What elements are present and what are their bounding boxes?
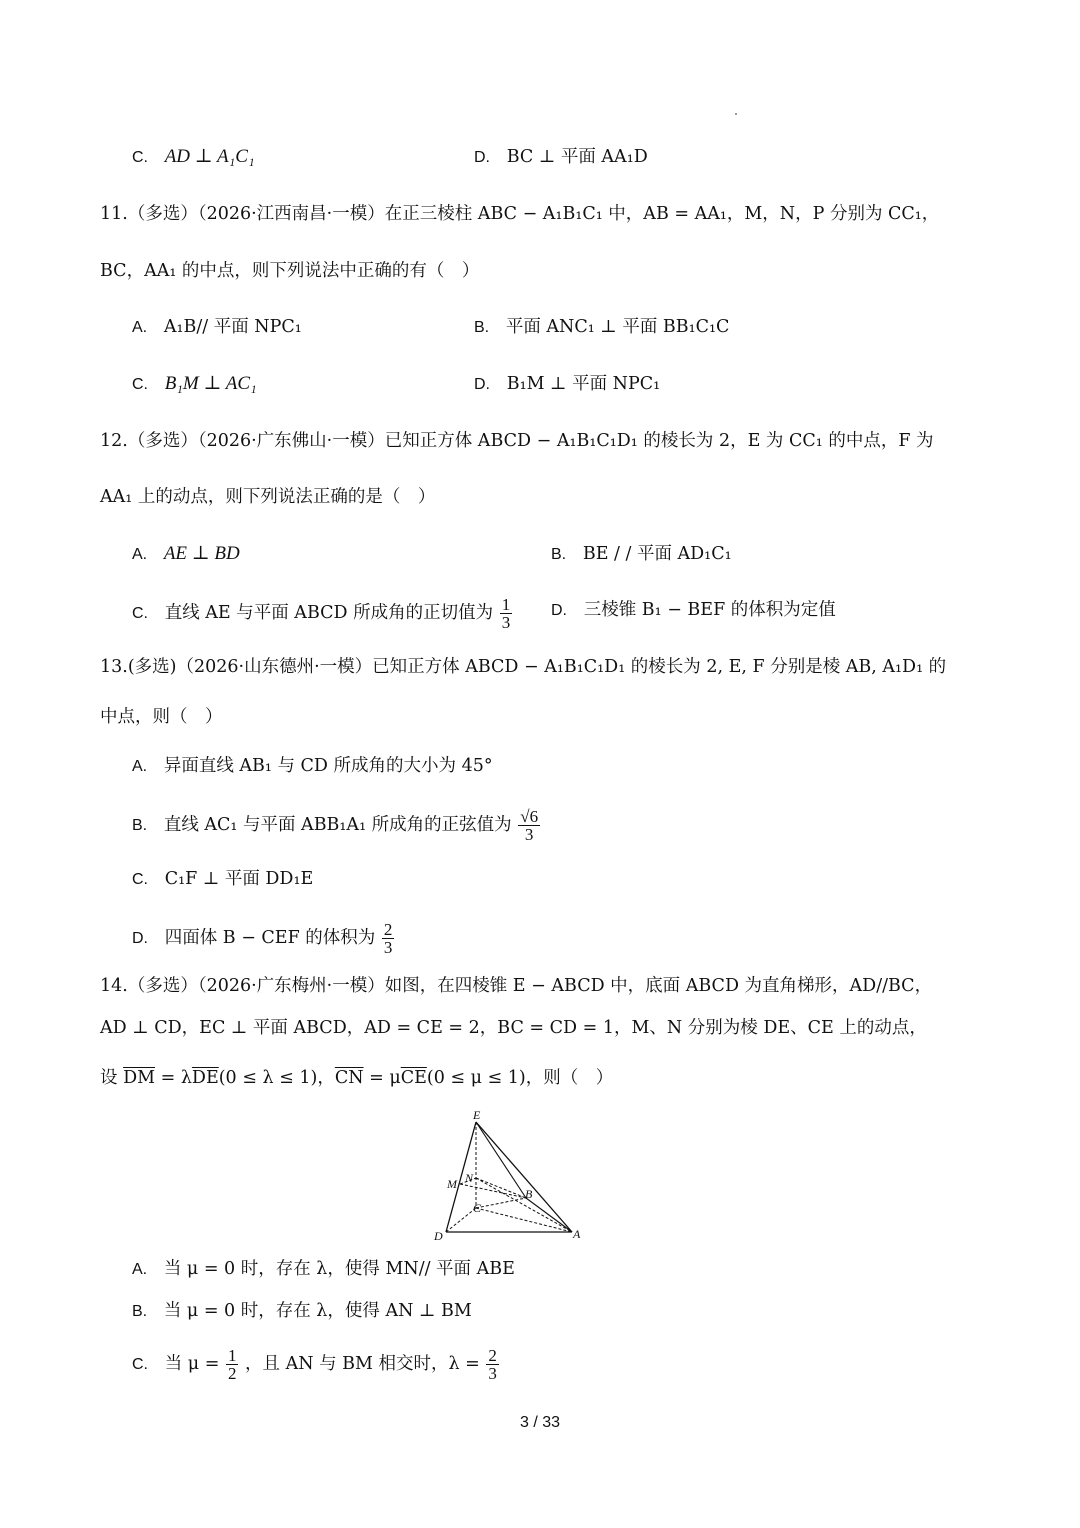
scan-dot: [735, 113, 737, 115]
q12-stem-line1: 12.（多选）（2026·广东佛山·一模）已知正方体 ABCD − A₁B₁C₁D₁ 的棱长为 2，E 为 CC₁ 的中点，F 为: [100, 431, 934, 451]
edge-DC: [446, 1208, 476, 1232]
fraction: $\frac{2}{3}$: [488, 1346, 497, 1383]
edge-CA: [476, 1208, 572, 1232]
q12-stem-line2: AA₁ 上的动点，则下列说法正确的是（ ）: [100, 487, 436, 507]
fraction: $\frac{2}{3}$: [383, 920, 393, 957]
fraction: $\frac{√6}{3}$: [520, 807, 539, 844]
q12-option-a: A. AE ⊥ BD: [132, 543, 240, 564]
pyramid-figure: [430, 1108, 590, 1244]
q13-option-d: D. 四面体 B − CEF 的体积为 $\frac{2}{3}$: [132, 920, 393, 957]
edge-MB: [460, 1184, 526, 1198]
q12-option-d: D. 三棱锥 B₁ − BEF 的体积为定值: [551, 600, 836, 620]
page-number: 3 / 33: [519, 1414, 561, 1431]
label-E: E: [473, 1108, 481, 1122]
label-A: A: [573, 1227, 581, 1241]
q12-option-b: B. BE / / 平面 AD₁C₁: [551, 544, 732, 564]
q14-option-a: A. 当 μ = 0 时，存在 λ，使得 MN// 平面 ABE: [132, 1259, 515, 1279]
q13-stem-line2: 中点，则（ ）: [100, 707, 223, 727]
q11-option-b: B. 平面 ANC₁ ⊥ 平面 BB₁C₁C: [474, 317, 730, 337]
edge-NB: [476, 1178, 526, 1198]
q14-stem-line3: 设 $\overline{DM} = \lambda\overline{DE}(0 \le \lambda \le 1)$，$\overline{CN} = \mu\overline{CE}(0 \le \mu \le 1)$，则（ ）: [100, 1068, 614, 1088]
q10-option-c: C. AD ⊥ A₁C₁: [132, 146, 255, 167]
q14-option-c: C. 当 μ = $\frac{1}{2}$ ，且 AN 与 BM 相交时，λ = $\frac{2}{3}$: [132, 1346, 497, 1383]
q14-option-b: B. 当 μ = 0 时，存在 λ，使得 AN ⊥ BM: [132, 1301, 472, 1321]
q11-option-d: D. B₁M ⊥ 平面 NPC₁: [474, 374, 661, 394]
edge-NA: [476, 1178, 572, 1232]
label-C: C: [473, 1201, 482, 1215]
label-M: M: [447, 1177, 457, 1191]
q10-option-d: D. BC ⊥ 平面 AA₁D: [474, 147, 648, 167]
q14-stem-line2: AD ⊥ CD，EC ⊥ 平面 ABCD，AD = CE = 2，BC = CD = 1，M、N 分别为棱 DE、CE 上的动点，: [100, 1018, 927, 1038]
q11-option-a: A. A₁B// 平面 NPC₁: [132, 317, 302, 337]
fraction: $\frac{1}{2}$: [227, 1346, 237, 1383]
label-N: N: [465, 1171, 474, 1185]
q13-option-c: C. C₁F ⊥ 平面 DD₁E: [132, 869, 314, 889]
edge-BA: [526, 1198, 572, 1232]
q13-option-a: A. 异面直线 AB₁ 与 CD 所成角的大小为 45°: [132, 756, 493, 776]
q13-stem-line1: 13.(多选)（2026·山东德州·一模）已知正方体 ABCD − A₁B₁C₁D₁ 的棱长为 2, E, F 分别是棱 AB, A₁D₁ 的: [100, 657, 947, 677]
q14-stem-line1: 14.（多选）（2026·广东梅州·一模）如图，在四棱锥 E − ABCD 中，底面 ABCD 为直角梯形，AD//BC，: [100, 976, 933, 996]
label-B: B: [525, 1187, 533, 1201]
fraction: $\frac{1}{3}$: [501, 595, 511, 632]
edge-EB: [476, 1122, 526, 1198]
label-D: D: [434, 1229, 443, 1243]
edge-EA: [476, 1122, 572, 1232]
q11-stem-line2: BC，AA₁ 的中点，则下列说法中正确的有（ ）: [100, 261, 480, 281]
q12-option-c: C. 直线 AE 与平面 ABCD 所成角的正切值为 $\frac{1}{3}$: [132, 595, 511, 632]
edge-CB: [476, 1198, 526, 1208]
q13-option-b: B. 直线 AC₁ 与平面 ABB₁A₁ 所成角的正弦值为 $\frac{√6}{3}$: [132, 807, 539, 844]
q11-option-c: C. B₁M ⊥ AC₁: [132, 373, 257, 394]
q11-stem-line1: 11.（多选）（2026·江西南昌·一模）在正三棱柱 ABC − A₁B₁C₁ 中，AB = AA₁，M，N，P 分别为 CC₁，: [100, 204, 940, 224]
